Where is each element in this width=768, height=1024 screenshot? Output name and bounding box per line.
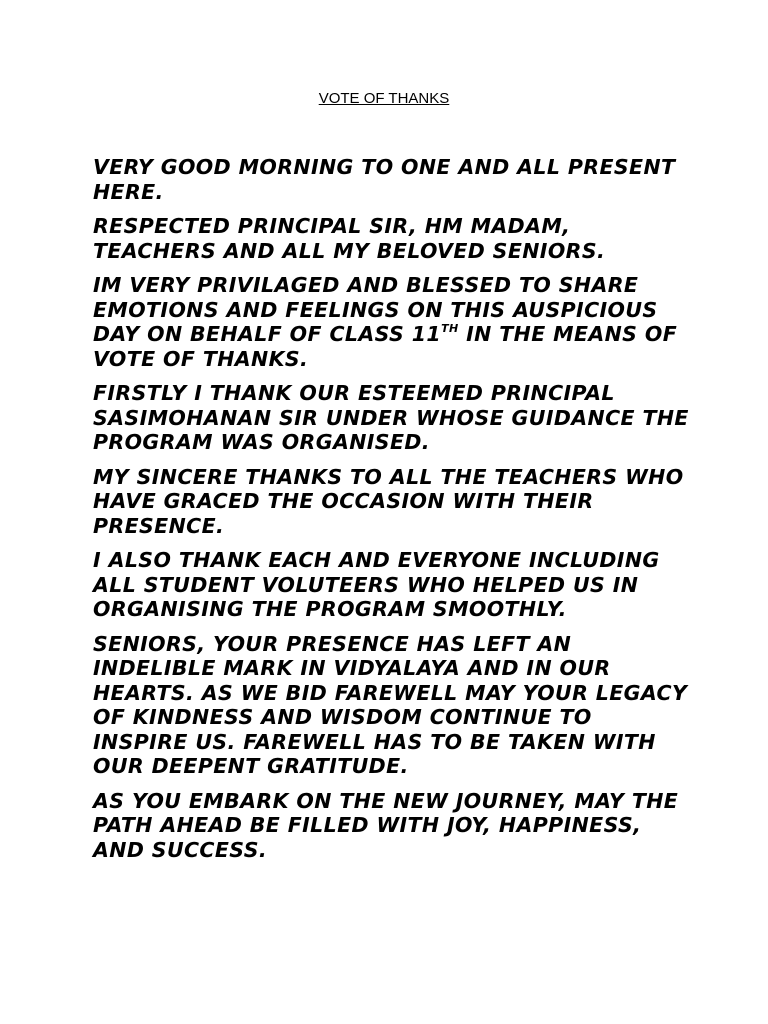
document-title: VOTE OF THANKS — [318, 90, 450, 107]
paragraph-salutation: RESPECTED PRINCIPAL SIR, HM MADAM, TEACHERS AND ALL MY BELOVED SENIORS. — [93, 214, 606, 263]
paragraph-closing-wishes: AS YOU EMBARK ON THE NEW JOURNEY, MAY THE PATH AHEAD BE FILLED WITH JOY, HAPPINESS, AND SUCCESS. — [93, 788, 679, 862]
class-ordinal-superscript: TH — [441, 322, 459, 336]
paragraph-privilege-text-before: IM VERY PRIVILAGED AND BLESSED TO SHARE EMOTIONS AND FEELINGS ON THIS AUSPICIOUS DAY ON BEHALF OF CLASS 11 — [93, 273, 658, 346]
paragraph-teachers-thanks: MY SINCERE THANKS TO ALL THE TEACHERS WHO HAVE GRACED THE OCCASION WITH THEIR PRESENCE. — [93, 464, 684, 538]
document-body — [93, 155, 693, 872]
paragraph-privilege — [93, 273, 693, 371]
paragraph-seniors-farewell: SENIORS, YOUR PRESENCE HAS LEFT AN INDELIBLE MARK IN VIDYALAYA AND IN OUR HEARTS. AS WE BID FAREWELL MAY YOUR LEGACY OF KINDNESS AND WISDOM CONTINUE TO INSPIRE US. FAREWELL HAS TO BE TAKEN WITH OUR DEEPENT GRATITUDE. — [93, 631, 688, 778]
paragraph-volunteers-thanks: I ALSO THANK EACH AND EVERYONE INCLUDING ALL STUDENT VOLUTEERS WHO HELPED US IN ORGANISING THE PROGRAM SMOOTHLY. — [93, 548, 660, 621]
paragraph-principal-thanks: FIRSTLY I THANK OUR ESTEEMED PRINCIPAL SASIMOHANAN SIR UNDER WHOSE GUIDANCE THE PROGRAM WAS ORGANISED. — [93, 381, 689, 454]
paragraph-greeting: VERY GOOD MORNING TO ONE AND ALL PRESENT HERE. — [93, 155, 676, 204]
paragraph-privilege-text-after: IN THE MEANS OF VOTE OF THANKS. — [93, 322, 678, 371]
